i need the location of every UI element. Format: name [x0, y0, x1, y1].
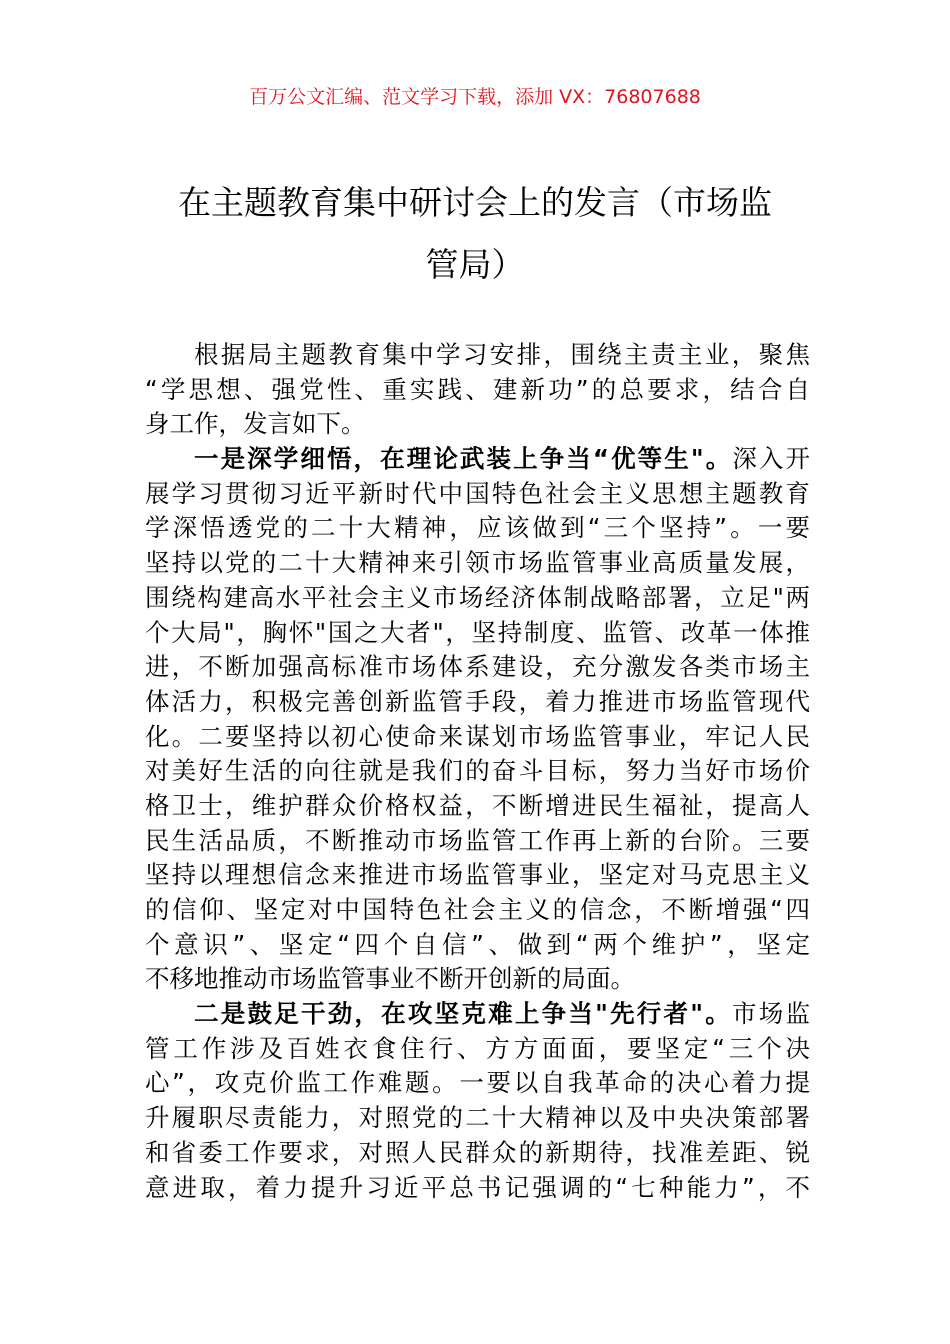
- text-line: 意进取，着力提升习近平总书记强调的“七种能力”，不: [145, 1172, 810, 1202]
- text-line: [145, 442, 810, 477]
- text-line: 个大局"，胸怀"国之大者"，坚持制度、监管、改革一体推: [145, 617, 810, 647]
- text-line: 坚持以理想信念来推进市场监管事业，坚定对马克思主义: [145, 860, 810, 890]
- text-line: 个意识”、坚定“四个自信”、做到“两个维护”，坚定: [145, 929, 810, 959]
- text-line: 升履职尽责能力，对照党的二十大精神以及中央决策部署: [145, 1103, 810, 1133]
- text-line: 坚持以党的二十大精神来引领市场监管事业高质量发展，: [145, 548, 810, 578]
- text-line: 和省委工作要求，对照人民群众的新期待，找准差距、锐: [145, 1137, 810, 1167]
- document-title: [145, 172, 805, 296]
- text-line: 的信仰、坚定对中国特色社会主义的信念，不断增强“四: [145, 895, 810, 924]
- text-line: 学深悟透党的二十大精神，应该做到“三个坚持”。一要: [145, 513, 810, 543]
- text-line: 民生活品质，不断推动市场监管工作再上新的台阶。三要: [145, 825, 810, 855]
- text-line: 心”，攻克价监工作难题。一要以自我革命的决心着力提: [145, 1068, 810, 1098]
- header-banner: 百万公文汇编、范文学习下载，添加 VX：76807688: [249, 86, 701, 108]
- section-heading-continuation: 深入开: [732, 444, 810, 474]
- section-heading: 二是鼓足干劲，在攻坚克难上争当"先行者"。: [194, 999, 733, 1029]
- text-line: 对美好生活的向往就是我们的奋斗目标，努力当好市场价: [145, 756, 810, 786]
- text-line: 身工作，发言如下。: [145, 409, 366, 439]
- section-heading-continuation: 市场监: [732, 999, 811, 1029]
- text-line: 展学习贯彻习近平新时代中国特色社会主义思想主题教育: [145, 478, 810, 508]
- text-line: 围绕构建高水平社会主义市场经济体制战略部署，立足"两: [145, 582, 810, 612]
- text-line: “学思想、强党性、重实践、建新功”的总要求，结合自: [145, 374, 810, 404]
- text-line: 化。二要坚持以初心使命来谋划市场监管事业，牢记人民: [145, 721, 810, 751]
- text-line: 管工作涉及百姓衣食住行、方方面面，要坚定“三个决: [145, 1033, 810, 1063]
- title-line-1: 在主题教育集中研讨会上的发言（市场监: [178, 183, 772, 222]
- text-line: 不移地推动市场监管事业不断开创新的局面。: [145, 964, 635, 994]
- paragraph-section-one: [145, 442, 810, 997]
- paragraph-intro: [145, 338, 810, 442]
- text-line: [145, 997, 810, 1032]
- text-line: 格卫士，维护群众价格权益，不断增进民生福祉，提高人: [145, 790, 810, 820]
- text-line: 进，不断加强高标准市场体系建设，充分激发各类市场主: [145, 652, 810, 682]
- text-line: 体活力，积极完善创新监管手段，着力推进市场监管现代: [145, 686, 810, 716]
- section-heading: 一是深学细悟，在理论武装上争当“优等生"。: [194, 444, 733, 474]
- text-line: 根据局主题教育集中学习安排，围绕主责主业，聚焦: [194, 340, 810, 369]
- title-line-2: 管局）: [425, 245, 525, 284]
- paragraph-section-two: [145, 997, 810, 1205]
- document-body: [145, 338, 810, 1205]
